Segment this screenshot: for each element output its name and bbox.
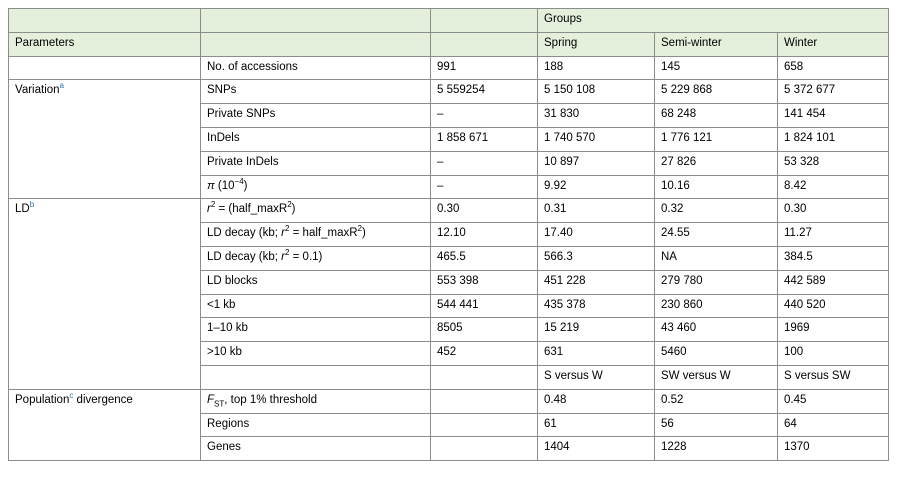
parameter-label: LD blocks <box>201 270 431 294</box>
header-blank-all-top <box>431 9 538 33</box>
cell-winter: 442 589 <box>778 270 889 294</box>
cell-all: 452 <box>431 342 538 366</box>
header-column-semi-winter: Semi-winter <box>655 32 778 56</box>
cell-all: 12.10 <box>431 223 538 247</box>
section-label-empty <box>9 56 201 80</box>
cell-semi-winter: 1 776 121 <box>655 127 778 151</box>
cell-semi-winter: 1228 <box>655 437 778 461</box>
cell-semi-winter: SW versus W <box>655 365 778 389</box>
cell-all: – <box>431 151 538 175</box>
cell-winter: 0.30 <box>778 199 889 223</box>
parameter-label: >10 kb <box>201 342 431 366</box>
header-groups-label: Groups <box>538 9 889 33</box>
cell-all: 465.5 <box>431 246 538 270</box>
cell-all: 0.30 <box>431 199 538 223</box>
cell-all <box>431 365 538 389</box>
table-row <box>9 199 889 223</box>
cell-winter: 440 520 <box>778 294 889 318</box>
cell-spring: 1 740 570 <box>538 127 655 151</box>
cell-winter: 11.27 <box>778 223 889 247</box>
cell-all: – <box>431 104 538 128</box>
cell-semi-winter: 279 780 <box>655 270 778 294</box>
parameter-label: Genes <box>201 437 431 461</box>
cell-all <box>431 413 538 437</box>
cell-spring: 631 <box>538 342 655 366</box>
parameter-label <box>201 365 431 389</box>
cell-semi-winter: 24.55 <box>655 223 778 247</box>
cell-spring: 17.40 <box>538 223 655 247</box>
cell-all: 5 559254 <box>431 80 538 104</box>
header-blank-subparam-top <box>201 9 431 33</box>
table-row <box>9 389 889 413</box>
header-column-winter: Winter <box>778 32 889 56</box>
table-row <box>9 56 889 80</box>
cell-winter: 100 <box>778 342 889 366</box>
cell-semi-winter: 145 <box>655 56 778 80</box>
parameter-label: $F_{ST}$, top 1% threshold <box>201 389 431 413</box>
section-label-ld: $LD^b$ <box>9 199 201 389</box>
cell-spring: 10 897 <box>538 151 655 175</box>
cell-winter: 141 454 <box>778 104 889 128</box>
cell-all <box>431 389 538 413</box>
header-blank-param-top <box>9 9 201 33</box>
table-header-row-groups <box>9 9 889 33</box>
parameter-label: Regions <box>201 413 431 437</box>
cell-spring: 61 <box>538 413 655 437</box>
cell-winter: 658 <box>778 56 889 80</box>
table-head <box>9 9 889 57</box>
cell-semi-winter: 0.32 <box>655 199 778 223</box>
parameter-label: Private SNPs <box>201 104 431 128</box>
parameter-label: SNPs <box>201 80 431 104</box>
cell-spring: 5 150 108 <box>538 80 655 104</box>
cell-spring: 566.3 <box>538 246 655 270</box>
parameter-label: Private InDels <box>201 151 431 175</box>
statistics-table <box>8 8 889 461</box>
parameter-label: No. of accessions <box>201 56 431 80</box>
cell-spring: S versus W <box>538 365 655 389</box>
cell-all <box>431 437 538 461</box>
cell-spring: 31 830 <box>538 104 655 128</box>
header-all-column <box>431 32 538 56</box>
cell-spring: 451 228 <box>538 270 655 294</box>
cell-semi-winter: 56 <box>655 413 778 437</box>
cell-semi-winter: 0.52 <box>655 389 778 413</box>
cell-winter: 8.42 <box>778 175 889 199</box>
cell-spring: 435 378 <box>538 294 655 318</box>
cell-spring: 1404 <box>538 437 655 461</box>
cell-semi-winter: 27 826 <box>655 151 778 175</box>
cell-all: 553 398 <box>431 270 538 294</box>
cell-spring: 15 219 <box>538 318 655 342</box>
table-row <box>9 80 889 104</box>
cell-semi-winter: 5460 <box>655 342 778 366</box>
cell-all: 8505 <box>431 318 538 342</box>
header-blank-subparam <box>201 32 431 56</box>
table-body <box>9 56 889 461</box>
cell-winter: 5 372 677 <box>778 80 889 104</box>
cell-semi-winter: 230 860 <box>655 294 778 318</box>
cell-all: 991 <box>431 56 538 80</box>
header-parameters-label: Parameters <box>9 32 201 56</box>
statistics-table-container <box>8 8 888 461</box>
cell-semi-winter: 5 229 868 <box>655 80 778 104</box>
cell-semi-winter: 10.16 <box>655 175 778 199</box>
cell-spring: 188 <box>538 56 655 80</box>
parameter-label: LD decay (kb; $r^2$ = half_maxR$^2$) <box>201 223 431 247</box>
cell-winter: 64 <box>778 413 889 437</box>
parameter-label: π $(10^{-4})$ <box>201 175 431 199</box>
section-label-population-divergence: Population$^c$ divergence <box>9 389 201 460</box>
parameter-label: InDels <box>201 127 431 151</box>
cell-all: 544 441 <box>431 294 538 318</box>
table-header-row-columns <box>9 32 889 56</box>
parameter-label: LD decay (kb; $r^2 = 0.1$) <box>201 246 431 270</box>
cell-winter: S versus SW <box>778 365 889 389</box>
cell-winter: 384.5 <box>778 246 889 270</box>
cell-winter: 1 824 101 <box>778 127 889 151</box>
cell-semi-winter: NA <box>655 246 778 270</box>
header-column-spring: Spring <box>538 32 655 56</box>
section-label-variation: Variation$^a$ <box>9 80 201 199</box>
cell-spring: 0.48 <box>538 389 655 413</box>
cell-spring: 0.31 <box>538 199 655 223</box>
cell-semi-winter: 43 460 <box>655 318 778 342</box>
cell-spring: 9.92 <box>538 175 655 199</box>
cell-semi-winter: 68 248 <box>655 104 778 128</box>
parameter-label: $r^2$ = (half_maxR$^2$) <box>201 199 431 223</box>
parameter-label: 1–10 kb <box>201 318 431 342</box>
cell-winter: 1370 <box>778 437 889 461</box>
cell-all: – <box>431 175 538 199</box>
cell-winter: 0.45 <box>778 389 889 413</box>
cell-winter: 53 328 <box>778 151 889 175</box>
parameter-label: <1 kb <box>201 294 431 318</box>
cell-winter: 1969 <box>778 318 889 342</box>
cell-all: 1 858 671 <box>431 127 538 151</box>
